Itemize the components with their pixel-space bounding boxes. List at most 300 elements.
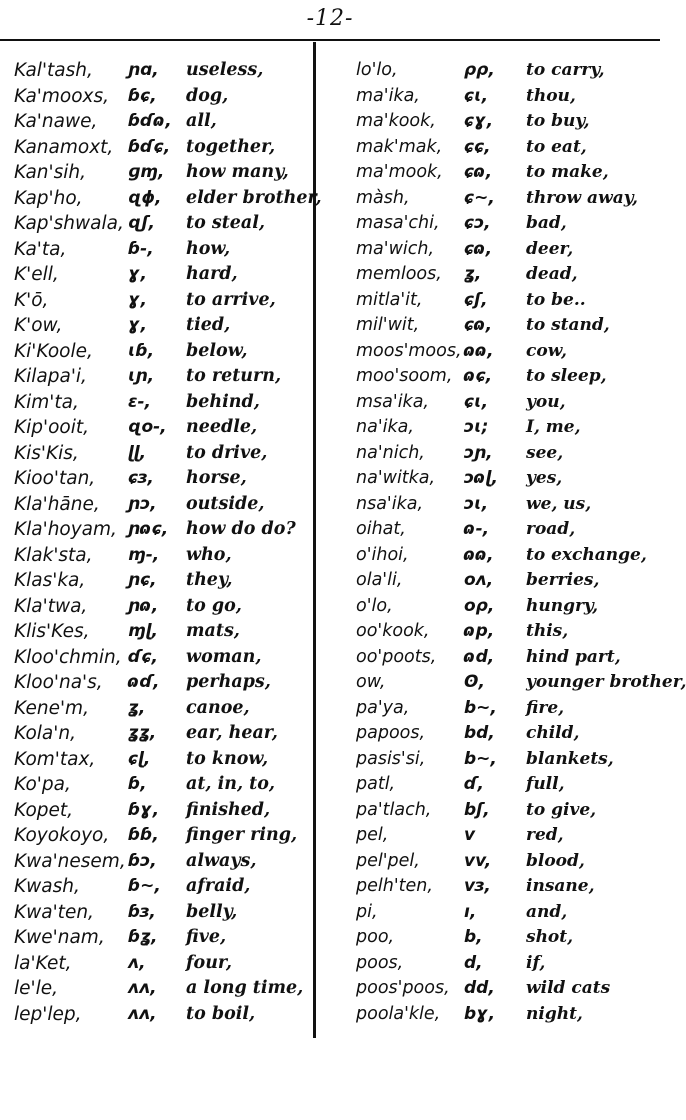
entry-word: na'witka, <box>356 468 436 488</box>
entry-shorthand: ɲɕ, <box>128 570 157 590</box>
dictionary-entry <box>356 670 686 696</box>
entry-word: Kap'shwala, <box>14 213 124 234</box>
right-column <box>356 58 686 1027</box>
entry-meaning: ear, hear, <box>186 723 278 743</box>
dictionary-entry <box>14 339 310 365</box>
entry-word: Kim'ta, <box>14 391 79 413</box>
entry-shorthand: ɡɱ, <box>128 162 165 182</box>
dictionary-entry <box>14 925 310 951</box>
entry-word: Kla'hāne, <box>14 493 100 515</box>
entry-meaning: how many, <box>186 162 289 182</box>
entry-word: la'Ket, <box>14 952 72 974</box>
entry-shorthand: ʌ, <box>128 952 146 973</box>
entry-meaning: red, <box>526 825 564 845</box>
entry-meaning: shot, <box>526 927 574 947</box>
dictionary-entry <box>14 823 310 849</box>
dictionary-entry <box>14 619 310 645</box>
dictionary-entry <box>14 721 310 747</box>
entry-shorthand: ɔɲ, <box>464 442 493 463</box>
entry-shorthand: ɕɷ, <box>464 162 493 182</box>
entry-shorthand: ɕʃ, <box>464 289 488 310</box>
entry-meaning: fire, <box>526 697 565 718</box>
entry-meaning: behind, <box>186 391 260 412</box>
entry-shorthand: ɷɕ, <box>464 366 493 386</box>
entry-word: o'ihoi, <box>356 544 409 565</box>
dictionary-entry <box>356 798 660 824</box>
entry-shorthand: ɱ-, <box>128 544 160 565</box>
entry-word: Ka'mooxs, <box>14 85 110 107</box>
entry-shorthand: ɔɷɭ, <box>464 468 498 488</box>
entry-shorthand: ı, <box>464 901 477 922</box>
dictionary-entry <box>14 313 310 339</box>
entry-meaning: who, <box>186 544 232 565</box>
entry-shorthand: ɓɣ, <box>128 799 160 820</box>
dictionary-entry <box>356 160 660 186</box>
entry-meaning: wild cats <box>526 978 611 998</box>
dictionary-entry <box>14 645 310 671</box>
entry-shorthand: ɷd, <box>464 646 495 667</box>
entry-shorthand: ɷɗ, <box>128 672 160 692</box>
dictionary-entry <box>356 594 660 620</box>
entry-meaning: child, <box>526 723 580 743</box>
entry-word: ow, <box>356 672 386 692</box>
dictionary-entry <box>14 747 310 773</box>
entry-word: Kan'sih, <box>14 162 87 183</box>
dictionary-entry <box>356 721 660 747</box>
entry-word: Kla'hoyam, <box>14 519 117 540</box>
dictionary-entry <box>356 925 660 951</box>
entry-word: ma'kook, <box>356 111 436 131</box>
entry-word: ma'ika, <box>356 85 420 106</box>
entry-word: mitla'it, <box>356 289 423 310</box>
entry-meaning: to exchange, <box>526 544 647 565</box>
entry-word: pelh'ten, <box>356 876 433 896</box>
entry-word: nsa'ika, <box>356 493 424 514</box>
entry-meaning: to arrive, <box>186 289 276 310</box>
entry-meaning: this, <box>526 621 569 641</box>
dictionary-entry <box>356 441 660 467</box>
entry-word: Kal'tash, <box>14 60 93 81</box>
dictionary-entry <box>356 823 660 849</box>
entry-shorthand: ʓ, <box>128 697 146 718</box>
entry-shorthand: ɓɓ, <box>128 825 159 845</box>
dictionary-entry <box>14 466 310 492</box>
entry-word: Kip'ooit, <box>14 417 90 438</box>
entry-word: patl, <box>356 774 396 794</box>
entry-shorthand: ɓʓ, <box>128 927 158 947</box>
dictionary-entry <box>356 568 660 594</box>
entry-word: màsh, <box>356 187 410 208</box>
entry-shorthand: ɣ, <box>128 315 147 335</box>
dictionary-entry <box>356 262 660 288</box>
entry-meaning: thou, <box>526 85 576 106</box>
entry-word: Kwa'ten, <box>14 901 94 923</box>
entry-word: Kla'twa, <box>14 595 88 617</box>
dictionary-entry <box>14 543 310 569</box>
entry-shorthand: ɕɩ, <box>464 85 489 106</box>
entry-word: Kom'tax, <box>14 748 96 770</box>
entry-shorthand: ɓ, <box>128 774 147 794</box>
entry-word: pel'pel, <box>356 850 420 871</box>
entry-meaning: deer, <box>526 238 574 259</box>
entry-shorthand: ʓʓ, <box>128 723 157 743</box>
dictionary-entry <box>356 696 660 722</box>
entry-meaning: if, <box>526 952 546 973</box>
entry-meaning: elder brother, <box>186 187 322 208</box>
dictionary-entry <box>356 390 660 416</box>
entry-word: pasis'si, <box>356 748 426 769</box>
entry-meaning: a long time, <box>186 978 304 998</box>
entry-meaning: at, in, to, <box>186 774 276 794</box>
entry-shorthand: vɜ, <box>464 876 491 896</box>
entry-word: Kap'ho, <box>14 187 83 209</box>
entry-meaning: to give, <box>526 799 597 820</box>
entry-word: lep'lep, <box>14 1003 82 1025</box>
left-column <box>14 58 322 1027</box>
entry-meaning: all, <box>186 111 217 131</box>
entry-shorthand: ɲɔ, <box>128 493 157 514</box>
entry-word: lo'lo, <box>356 60 398 80</box>
entry-word: Kwa'nesem, <box>14 850 126 872</box>
entry-word: K'ow, <box>14 315 63 336</box>
dictionary-entry <box>356 211 660 237</box>
dictionary-entry <box>14 900 310 926</box>
entry-word: Ka'nawe, <box>14 111 98 132</box>
dictionary-entry <box>14 211 310 237</box>
entry-meaning: bad, <box>526 213 567 233</box>
entry-shorthand: v <box>464 825 476 845</box>
entry-shorthand: ɋʃ, <box>128 213 155 233</box>
entry-word: moos'moos, <box>356 340 462 361</box>
entry-meaning: needle, <box>186 417 258 437</box>
entry-meaning: road, <box>526 519 576 539</box>
entry-meaning: to drive, <box>186 442 268 463</box>
dictionary-entry <box>14 798 310 824</box>
entry-shorthand: ɓ~, <box>128 876 161 896</box>
dictionary-entry <box>14 670 310 696</box>
entry-shorthand: ɋɸ, <box>128 187 162 208</box>
entry-meaning: mats, <box>186 621 240 641</box>
dictionary-entry <box>14 772 310 798</box>
entry-meaning: hind part, <box>526 646 621 667</box>
entry-shorthand: ɕɣ, <box>464 111 494 131</box>
entry-meaning: you, <box>526 391 566 412</box>
entry-meaning: how, <box>186 238 231 259</box>
dictionary-entry <box>14 951 310 977</box>
entry-word: poos, <box>356 952 404 973</box>
entry-shorthand: ɓ-, <box>128 238 154 259</box>
entry-shorthand: ɓɗɷ, <box>128 111 172 131</box>
entry-meaning: to return, <box>186 366 282 386</box>
dictionary-entry <box>356 543 660 569</box>
entry-shorthand: ɓɔ, <box>128 850 157 871</box>
entry-meaning: perhaps, <box>186 672 271 692</box>
entry-meaning: berries, <box>526 570 600 590</box>
entry-word: poola'kle, <box>356 1003 441 1024</box>
entry-meaning: and, <box>526 901 568 922</box>
entry-shorthand: ɕɷ, <box>464 238 493 259</box>
dictionary-entry <box>14 415 310 441</box>
dictionary-entry <box>14 696 310 722</box>
entry-shorthand: b~, <box>464 748 497 769</box>
dictionary-entry <box>356 466 660 492</box>
entry-word: oo'kook, <box>356 621 430 641</box>
dictionary-entry <box>356 619 660 645</box>
entry-meaning: four, <box>186 952 232 973</box>
entry-meaning: night, <box>526 1003 583 1024</box>
entry-shorthand: ɓɜ, <box>128 901 156 922</box>
entry-word: msa'ika, <box>356 391 429 412</box>
entry-word: Kene'm, <box>14 697 89 719</box>
entry-meaning: finished, <box>186 799 271 820</box>
dictionary-entry <box>14 84 310 110</box>
dictionary-entry <box>14 390 310 416</box>
entry-shorthand: ʌʌ, <box>128 978 157 998</box>
entry-word: Kilapa'i, <box>14 366 87 387</box>
entry-shorthand: bɣ, <box>464 1003 496 1024</box>
entry-word: pa'tlach, <box>356 799 432 820</box>
dictionary-entry <box>14 58 310 84</box>
entry-shorthand: ɲɑ, <box>128 60 159 80</box>
entry-shorthand: ɕɜ, <box>128 468 154 488</box>
entry-shorthand: bʃ, <box>464 799 490 820</box>
entry-meaning: to sleep, <box>526 366 607 386</box>
entry-word: Kwe'nam, <box>14 927 105 948</box>
entry-shorthand: ɲɷ, <box>128 595 159 616</box>
entry-meaning: hard, <box>186 264 238 284</box>
entry-meaning: yes, <box>526 468 563 488</box>
entry-word: na'ika, <box>356 417 414 437</box>
entry-shorthand: ρρ, <box>464 60 495 80</box>
entry-shorthand: ɣ, <box>128 289 147 310</box>
entry-shorthand: ɩɲ, <box>128 366 155 386</box>
dictionary-entry <box>356 492 660 518</box>
entry-meaning: afraid, <box>186 876 251 896</box>
dictionary-entry <box>356 976 660 1002</box>
entry-meaning: see, <box>526 442 564 463</box>
entry-meaning: blood, <box>526 850 585 871</box>
dictionary-entry <box>356 186 660 212</box>
entry-word: ma'mook, <box>356 162 443 182</box>
entry-shorthand: ɔɩ, <box>464 493 489 514</box>
dictionary-entry <box>14 568 310 594</box>
entry-meaning: to steal, <box>186 213 265 233</box>
entry-word: Kis'Kis, <box>14 442 79 464</box>
entry-shorthand: ɕɩ, <box>464 391 489 412</box>
entry-word: Ko'pa, <box>14 774 71 795</box>
entry-meaning: hungry, <box>526 595 599 616</box>
entry-meaning: to be.. <box>526 289 586 310</box>
entry-word: pel, <box>356 825 389 845</box>
entry-shorthand: ɲɷɕ, <box>128 519 169 539</box>
entry-word: Ka'ta, <box>14 238 67 260</box>
dictionary-entry <box>356 747 660 773</box>
entry-word: papoos, <box>356 723 426 743</box>
entry-shorthand: ʘ, <box>464 672 485 692</box>
entry-word: K'ell, <box>14 264 59 285</box>
dictionary-entry <box>14 186 322 212</box>
entry-word: poos'poos, <box>356 978 450 998</box>
entry-word: Kopet, <box>14 799 74 821</box>
entry-word: Klis'Kes, <box>14 621 90 642</box>
dictionary-entry <box>356 339 660 365</box>
entry-word: poo, <box>356 927 395 947</box>
entry-shorthand: ɷ-, <box>464 519 490 539</box>
dictionary-entry <box>14 976 310 1002</box>
entry-shorthand: ɷɷ, <box>464 544 494 565</box>
entry-meaning: to buy, <box>526 111 590 131</box>
entry-shorthand: ɗɕ, <box>128 646 158 667</box>
dictionary-entry <box>14 1002 310 1028</box>
dictionary-entry <box>356 951 660 977</box>
entry-shorthand: dd, <box>464 978 495 998</box>
entry-word: oihat, <box>356 519 406 539</box>
entry-word: masa'chi, <box>356 213 440 233</box>
dictionary-entry <box>356 645 660 671</box>
entry-word: mak'mak, <box>356 136 443 157</box>
entry-meaning: always, <box>186 850 257 871</box>
entry-meaning: useless, <box>186 60 264 80</box>
entry-meaning: insane, <box>526 876 595 896</box>
entry-meaning: they, <box>186 570 233 590</box>
entry-meaning: finger ring, <box>186 825 298 845</box>
entry-shorthand: ɷp, <box>464 621 495 641</box>
entry-meaning: to eat, <box>526 136 587 157</box>
entry-meaning: to stand, <box>526 315 610 335</box>
entry-meaning: to make, <box>526 162 609 182</box>
entry-word: Kola'n, <box>14 723 76 744</box>
entry-word: Kwash, <box>14 876 80 897</box>
dictionary-entry <box>356 58 660 84</box>
entry-meaning: dead, <box>526 264 578 284</box>
entry-word: Koyokoyo, <box>14 825 110 846</box>
entry-meaning: full, <box>526 774 565 794</box>
entry-shorthand: b, <box>464 927 483 947</box>
entry-word: oo'poots, <box>356 646 437 667</box>
entry-word: Kloo'na's, <box>14 672 103 693</box>
entry-word: Klas'ka, <box>14 570 86 591</box>
entry-meaning: we, us, <box>526 493 592 514</box>
entry-shorthand: ɷɷ, <box>464 340 494 361</box>
dictionary-entry <box>14 160 310 186</box>
entry-shorthand: b~, <box>464 697 497 718</box>
entry-shorthand: ɋo-, <box>128 417 167 437</box>
entry-word: Kanamoxt, <box>14 136 114 158</box>
entry-meaning: throw away, <box>526 187 638 208</box>
entry-word: K'ō, <box>14 289 49 311</box>
entry-shorthand: ɓɗɕ, <box>128 136 171 157</box>
entry-meaning: tied, <box>186 315 231 335</box>
entry-meaning: together, <box>186 136 276 157</box>
entry-shorthand: ɕɔ, <box>464 213 491 233</box>
dictionary-entry <box>356 237 660 263</box>
page-number: -12- <box>306 6 354 31</box>
entry-meaning: cow, <box>526 340 567 361</box>
entry-meaning: to carry, <box>526 60 605 80</box>
entry-word: Ki'Koole, <box>14 340 93 362</box>
entry-shorthand: d, <box>464 952 483 973</box>
entry-word: mil'wit, <box>356 315 420 335</box>
entry-word: Kioo'tan, <box>14 468 96 489</box>
dictionary-entry <box>14 517 310 543</box>
entry-shorthand: ɓɕ, <box>128 85 157 106</box>
entry-shorthand: ɕ~, <box>464 187 495 208</box>
dictionary-entry <box>14 109 310 135</box>
entry-word: na'nich, <box>356 442 425 463</box>
entry-meaning: horse, <box>186 468 247 488</box>
entry-shorthand: ɗ, <box>464 774 484 794</box>
dictionary-entry <box>356 313 660 339</box>
entry-shorthand: ɕɕ, <box>464 136 491 157</box>
entry-word: memloos, <box>356 264 442 284</box>
entry-word: o'lo, <box>356 595 393 616</box>
header-rule <box>0 39 660 41</box>
dictionary-entry <box>14 288 310 314</box>
dictionary-entry <box>356 874 660 900</box>
entry-meaning: younger brother, <box>526 672 686 692</box>
entry-shorthand: oρ, <box>464 595 495 616</box>
dictionary-entry <box>356 849 660 875</box>
dictionary-entry <box>356 900 660 926</box>
dictionary-entry <box>356 772 660 798</box>
entry-meaning: five, <box>186 927 227 947</box>
entry-shorthand: ɭɭ, <box>128 442 147 463</box>
dictionary-entry <box>356 415 660 441</box>
entry-meaning: to go, <box>186 595 242 616</box>
dictionary-entry <box>356 364 660 390</box>
entry-shorthand: ɩɓ, <box>128 340 155 361</box>
entry-shorthand: ɣ, <box>128 264 147 284</box>
entry-meaning: below, <box>186 340 248 361</box>
entry-word: moo'soom, <box>356 366 453 386</box>
dictionary-entry <box>14 135 310 161</box>
dictionary-entry <box>14 594 310 620</box>
entry-word: le'le, <box>14 978 59 999</box>
entry-shorthand: vv, <box>464 850 492 871</box>
dictionary-entry <box>356 517 660 543</box>
entry-meaning: woman, <box>186 646 262 667</box>
dictionary-entry <box>14 364 310 390</box>
entry-meaning: how do do? <box>186 519 296 539</box>
dictionary-entry <box>356 135 660 161</box>
entry-meaning: belly, <box>186 901 238 922</box>
dictionary-entry <box>14 237 310 263</box>
entry-shorthand: oʌ, <box>464 570 494 590</box>
entry-word: Klak'sta, <box>14 544 93 566</box>
entry-shorthand: ɱɭ, <box>128 621 158 641</box>
dictionary-entry <box>356 288 660 314</box>
entry-word: ma'wich, <box>356 238 435 259</box>
entry-shorthand: ɕɷ, <box>464 315 493 335</box>
entry-shorthand: ʓ, <box>464 264 482 284</box>
entry-shorthand: ɛ-, <box>128 391 151 412</box>
entry-shorthand: bd, <box>464 723 495 743</box>
entry-meaning: blankets, <box>526 748 614 769</box>
entry-meaning: dog, <box>186 85 229 106</box>
dictionary-entry <box>356 84 660 110</box>
dictionary-entry <box>356 109 660 135</box>
entry-shorthand: ɕɭ, <box>128 748 151 769</box>
entry-shorthand: ʌʌ, <box>128 1003 157 1024</box>
dictionary-entry <box>14 441 310 467</box>
entry-meaning: to boil, <box>186 1003 256 1024</box>
entry-meaning: I, me, <box>526 417 581 437</box>
entry-meaning: to know, <box>186 748 269 769</box>
entry-meaning: outside, <box>186 493 265 514</box>
dictionary-entry <box>356 1002 660 1028</box>
dictionary-entry <box>14 849 310 875</box>
entry-shorthand: ɔɩ; <box>464 417 489 437</box>
